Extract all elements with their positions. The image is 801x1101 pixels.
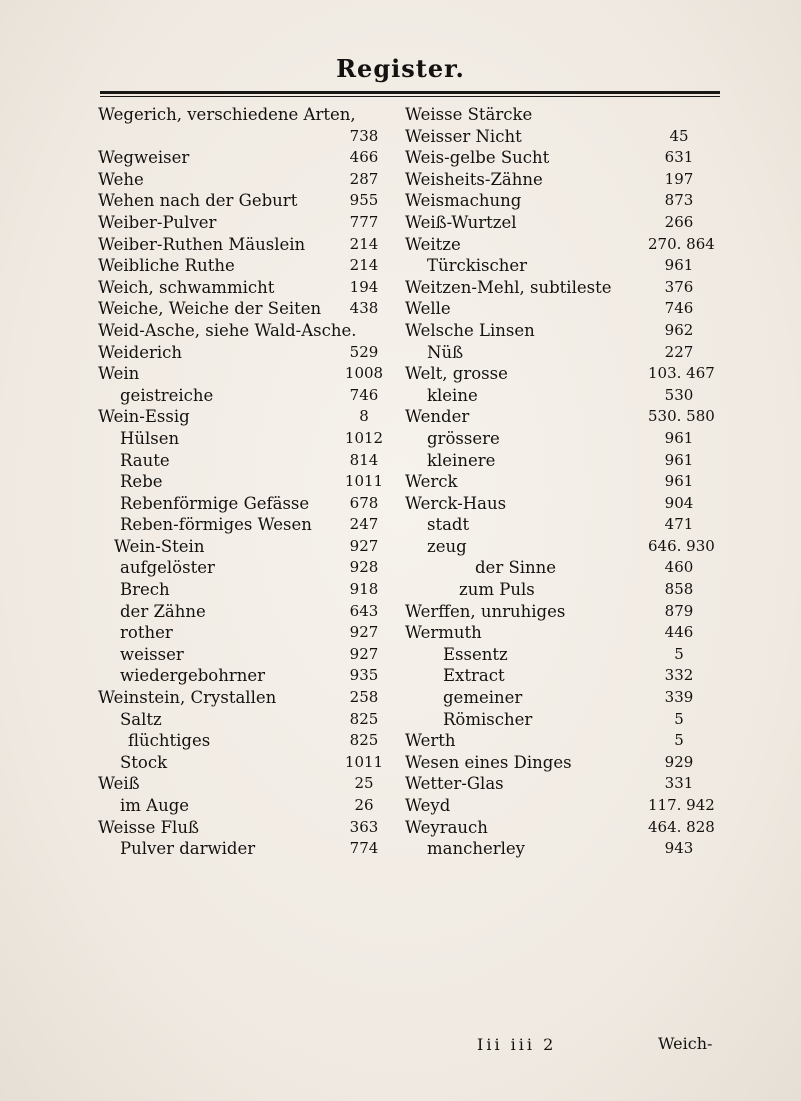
entry-page: 214 [349,234,379,253]
list-item [98,795,388,817]
entry-page: 1011 [344,752,384,771]
entry-page: 25 [354,774,374,793]
list-item [405,342,710,364]
list-item [98,730,388,752]
list-item [405,838,710,860]
list-item [405,709,710,731]
entry-term: Stock [120,752,168,772]
header-rule [100,91,720,94]
list-item [98,342,388,364]
list-item [98,471,388,493]
entry-page: 961 [664,450,694,469]
entry-term: Weisse Fluß [98,817,199,837]
list-item [98,298,388,320]
entry-page: 227 [664,342,694,361]
entry-term: kleine [427,385,478,405]
list-item [405,773,710,795]
entry-term: Werth [405,731,456,751]
entry-page: 270. 864 [648,234,715,253]
entry-term: Wein-Stein [114,536,205,556]
list-item [405,601,710,623]
entry-page: 961 [664,256,694,275]
list-item [405,795,715,817]
entry-term: Türckischer [427,256,528,276]
list-item [405,104,710,126]
entry-page: 214 [349,256,379,275]
entry-page: 873 [664,191,694,210]
right-column [405,104,715,860]
catchword: Weich- [658,1034,713,1053]
list-item [405,126,710,148]
entry-term: Nüß [427,342,464,362]
entry-page: 918 [349,580,379,599]
list-item [98,450,388,472]
list-item [405,665,710,687]
entry-page: 45 [669,126,689,145]
entry-page: 646. 930 [648,536,715,555]
list-item [98,385,388,407]
entry-term: zeug [427,536,467,556]
entry-term: Weisheits-Zähne [405,169,543,189]
entry-page: 825 [349,731,379,750]
list-item [98,536,388,558]
entry-term: weisser [120,644,184,664]
list-item [98,687,388,709]
entry-term: zum Puls [459,580,535,600]
entry-term: Weitze [405,234,461,254]
entry-page: 777 [349,212,379,231]
list-item [98,838,388,860]
entry-term: Welsche Linsen [405,320,535,340]
entry-term: Rebenförmige Gefässe [120,493,310,513]
list-item [98,126,388,148]
list-item [405,428,710,450]
entry-term: Weyrauch [405,817,488,837]
list-item [98,428,388,450]
list-item [405,255,710,277]
entry-page: 927 [349,623,379,642]
entry-term: aufgelöster [120,558,215,578]
entry-page: 962 [664,320,694,339]
entry-term: der Sinne [475,558,557,578]
entry-term: im Auge [120,796,190,815]
entry-term: Extract [443,666,505,686]
entry-term: wiedergebohrner [120,666,265,686]
entry-page: 117. 942 [648,796,715,814]
entry-page: 5 [674,709,684,728]
entry-page: 530. 580 [648,407,715,426]
list-item [405,363,715,385]
list-item [405,212,710,234]
list-item [98,406,388,428]
list-item [98,773,388,795]
list-item [98,709,388,731]
entry-page: 928 [349,558,379,577]
list-item [405,385,710,407]
list-item [405,277,710,299]
list-item [405,644,710,666]
entry-page: 643 [349,601,379,620]
entry-page: 5 [674,644,684,663]
list-item [98,147,388,169]
entry-term: Weis-gelbe Sucht [405,148,550,168]
entry-page: 904 [664,493,694,512]
entry-term: Wetter-Glas [405,774,504,794]
list-item [405,687,710,709]
entry-term: flüchtiges [128,731,211,751]
entry-term: Saltz [120,709,162,729]
entry-page: 103. 467 [648,364,715,383]
list-item [405,147,710,169]
entry-term: rother [120,623,173,643]
entry-page: 774 [349,839,379,858]
entry-page: 339 [664,688,694,707]
entry-term: Welle [405,299,451,319]
list-item [98,622,388,644]
entry-term: Weiß-Wurtzel [405,212,517,232]
header-rule-thin [100,96,720,97]
entry-term: Weibliche Ruthe [98,256,235,276]
entry-term: Wender [405,407,470,427]
entry-term: mancherley [427,839,525,859]
entry-term: grössere [427,428,500,448]
entry-term: Wermuth [405,623,482,643]
entry-page: 446 [664,623,694,642]
entry-term: Rebe [120,472,163,492]
entry-page: 961 [664,428,694,447]
entry-page: 678 [349,493,379,512]
entry-page: 879 [664,601,694,620]
entry-term: gemeiner [443,688,523,708]
list-item [98,752,388,774]
entry-page: 825 [349,709,379,728]
entry-term: Welt, grosse [405,364,508,384]
list-item [405,579,710,601]
entry-page: 955 [349,191,379,210]
entry-term: Weisse Stärcke [405,105,533,124]
list-item [405,406,715,428]
entry-page: 464. 828 [648,817,715,836]
entry-page: 927 [349,536,379,555]
list-item [98,234,388,256]
entry-term: stadt [427,515,470,535]
list-item [98,665,388,687]
entry-page: 197 [664,169,694,188]
entry-term: Wegweiser [98,148,190,168]
entry-page: 961 [664,472,694,491]
list-item [98,514,388,536]
entry-page: 258 [349,688,379,707]
entry-page: 530 [664,385,694,404]
entry-term: Weinstein, Crystallen [98,688,277,708]
entry-page: 287 [349,169,379,188]
entry-term: Wein-Essig [98,407,190,427]
entry-page: 1011 [344,472,384,491]
entry-page: 631 [664,148,694,167]
list-item [405,622,710,644]
entry-page: 466 [349,148,379,167]
entry-term: Hülsen [120,428,180,448]
list-item [405,471,710,493]
entry-page: 332 [664,666,694,685]
entry-page: 438 [349,299,379,318]
entry-page: 376 [664,277,694,296]
entry-term: Weiß [98,774,140,794]
entry-page: 1008 [344,364,384,383]
list-item [405,298,710,320]
entry-term: Reben-förmiges Wesen [120,515,312,535]
entry-term: Weiderich [98,342,183,362]
entry-page: 943 [664,839,694,858]
entry-page: 471 [664,515,694,534]
entry-page: 746 [349,385,379,404]
list-item [405,169,710,191]
entry-term: Weid-Asche, siehe Wald-Asche. [98,320,357,340]
entry-term: Weiber-Ruthen Mäuslein [98,234,306,254]
entry-term: Brech [120,580,170,600]
entry-term: Römischer [443,709,533,729]
page-title: Register. [336,54,465,83]
list-item [98,104,388,126]
list-item [98,601,388,623]
entry-page: 331 [664,774,694,793]
list-item [98,363,388,385]
entry-term: Wehen nach der Geburt [98,191,298,211]
list-item [98,169,388,191]
list-item [405,320,710,342]
entry-page: 1012 [344,428,384,447]
entry-term: Wegerich, verschiedene Arten, [98,105,356,124]
entry-term: Weitzen-Mehl, subtileste [405,277,612,297]
entry-term: kleinere [427,450,496,470]
list-item [98,320,388,342]
list-item [98,644,388,666]
entry-term: Wehe [98,169,144,189]
entry-page: 738 [349,126,379,145]
entry-page: 5 [674,731,684,750]
list-item [98,277,388,299]
list-item [405,557,710,579]
entry-term: Weiche, Weiche der Seiten [98,299,322,319]
entry-term: Raute [120,450,170,470]
entry-term: Werck-Haus [405,493,507,513]
list-item [405,536,715,558]
entry-term: Pulver darwider [120,839,256,859]
list-item [405,730,710,752]
entry-page: 460 [664,558,694,577]
list-item [98,817,388,839]
list-item [98,255,388,277]
entry-term: Wesen eines Dinges [405,752,572,772]
list-item [405,234,715,256]
entry-page: 814 [349,450,379,469]
entry-page: 858 [664,580,694,599]
entry-term: Weyd [405,796,451,815]
list-item [405,514,710,536]
entry-term: Weich, schwammicht [98,277,275,297]
left-column [98,104,388,860]
entry-page: 929 [664,752,694,771]
entry-page: 935 [349,666,379,685]
entry-term: Weismachung [405,191,522,211]
entry-page: 927 [349,644,379,663]
entry-term: Wein [98,364,140,384]
entry-term: geistreiche [120,385,214,405]
entry-page: 746 [664,299,694,318]
entry-term: Werffen, unruhiges [405,601,566,621]
list-item [405,817,715,839]
entry-page: 529 [349,342,379,361]
entry-term: Weisser Nicht [405,126,522,146]
list-item [98,557,388,579]
entry-term: Essentz [443,644,508,664]
signature-mark: Iii iii 2 [477,1035,557,1054]
list-item [98,190,388,212]
entry-page: 8 [359,407,369,426]
entry-page: 363 [349,817,379,836]
entry-page: 26 [354,796,374,814]
list-item [405,190,710,212]
entry-page: 266 [664,212,694,231]
entry-term: Werck [405,472,458,492]
entry-term: Weiber-Pulver [98,212,217,232]
list-item [98,212,388,234]
entry-page: 247 [349,515,379,534]
list-item [98,579,388,601]
list-item [405,493,710,515]
list-item [405,752,710,774]
list-item [98,493,388,515]
entry-page: 194 [349,277,379,296]
entry-term: der Zähne [120,601,206,621]
list-item [405,450,710,472]
